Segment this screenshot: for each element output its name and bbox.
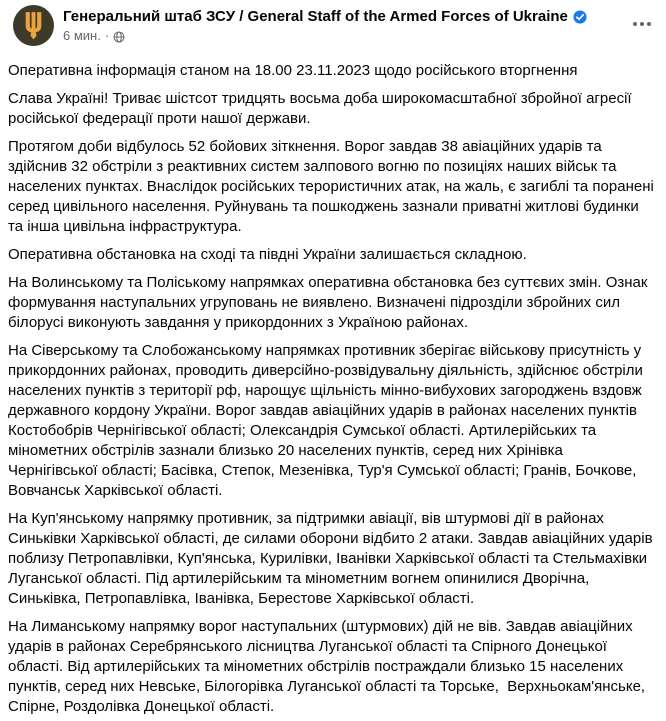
page-name-link[interactable]: Генеральний штаб ЗСУ / General Staff of the Armed Forces of Ukraine: [63, 8, 568, 25]
post-meta-row: [63, 28, 587, 44]
post-paragraph: Оперативна інформація станом на 18.00 23.11.2023 щодо російського вторгнення: [8, 62, 578, 79]
meta-separator-dot: ·: [104, 28, 110, 43]
post-paragraph: На Куп'янському напрямку противник, за підтримки авіації, вів штурмові дії в районах Синьківки Харківської області, де силами оборони відбито 2 атаки. Завдав авіаційних ударів поблизу Петропавлівки, Куп'янська, Курилівки, Іванівки Харківської області та Стельмахівки Луганської області. Під артилерійським та мінометним вогнем опинилися Дворічна, Синьківка, Петропавлівка, Іванівка, Берестове Харківської області.: [8, 510, 657, 607]
post-paragraph: Протягом доби відбулось 52 бойових зіткнення. Ворог завдав 38 авіаційних ударів та здійснив 32 обстріли з реактивних систем залпового вогню по позиціях наших військ та населених пунктах. Внаслідок російських терористичних атак, на жаль, є загиблі та поранені серед цивільного населення. Руйнувань та пошкоджень зазнали приватні житлові будинки та інша цивільна інфраструктура.: [8, 138, 658, 235]
verified-badge-icon: [573, 10, 587, 24]
post-paragraph: На Лиманському напрямку ворог наступальних (штурмових) дій не вів. Завдав авіаційних ударів в районах Серебрянського лісництва Луганської області та Спірного Донецької області. Від артилерійських та мінометних обстрілів постраждали близько 15 населених пунктів, серед них Невське, Білогорівка Луганської області та Торське, Верхньокам'янське, Спірне, Роздолівка Донецької області.: [8, 618, 650, 715]
post-content: [0, 46, 666, 721]
more-options-button[interactable]: [626, 12, 658, 36]
post-header-meta: [63, 5, 587, 44]
post-header: [0, 0, 666, 46]
page-name-row: [63, 7, 587, 26]
more-options-icon: [633, 22, 651, 26]
post-paragraph: Оперативна обстановка на сході та півдні України залишається складною.: [8, 246, 527, 263]
post-paragraph: На Волинському та Поліському напрямках оперативна обстановка без суттєвих змін. Ознак формування наступальних угруповань не виявлено. Визначені підрозділи збройних сил білорусі виконують завдання у прикордонних з Україною районах.: [8, 274, 652, 331]
ukraine-trident-icon: [22, 11, 45, 40]
post-timestamp[interactable]: 6 мин.: [63, 28, 101, 43]
globe-icon: [113, 31, 125, 43]
post-paragraph: На Сіверському та Слобожанському напрямках противник зберігає військову присутність у прикордонних районах, проводить диверсійно-розвідувальну діяльність, здійснює обстріли населених пунктів з території рф, нарощує щільність мінно-вибухових загороджень вздовж державного кордону України. Ворог завдав авіаційних ударів в районах населених пунктів Костобобрів Чернігівської області; Олександрія Сумської області. Артилерійських та мінометних обстрілів зазнали близько 20 населених пунктів, серед них Хрінівка Чернігівської області; Басівка, Степок, Мезенівка, Тур'я Сумської області; Гранів, Бочкове, Вовчанськ Харківської області.: [8, 342, 648, 499]
page-avatar[interactable]: [13, 5, 54, 46]
post-paragraph: Слава Україні! Триває шістсот тридцять восьма доба широкомасштабної збройної агресії російської федерації проти нашої держави.: [8, 90, 636, 127]
